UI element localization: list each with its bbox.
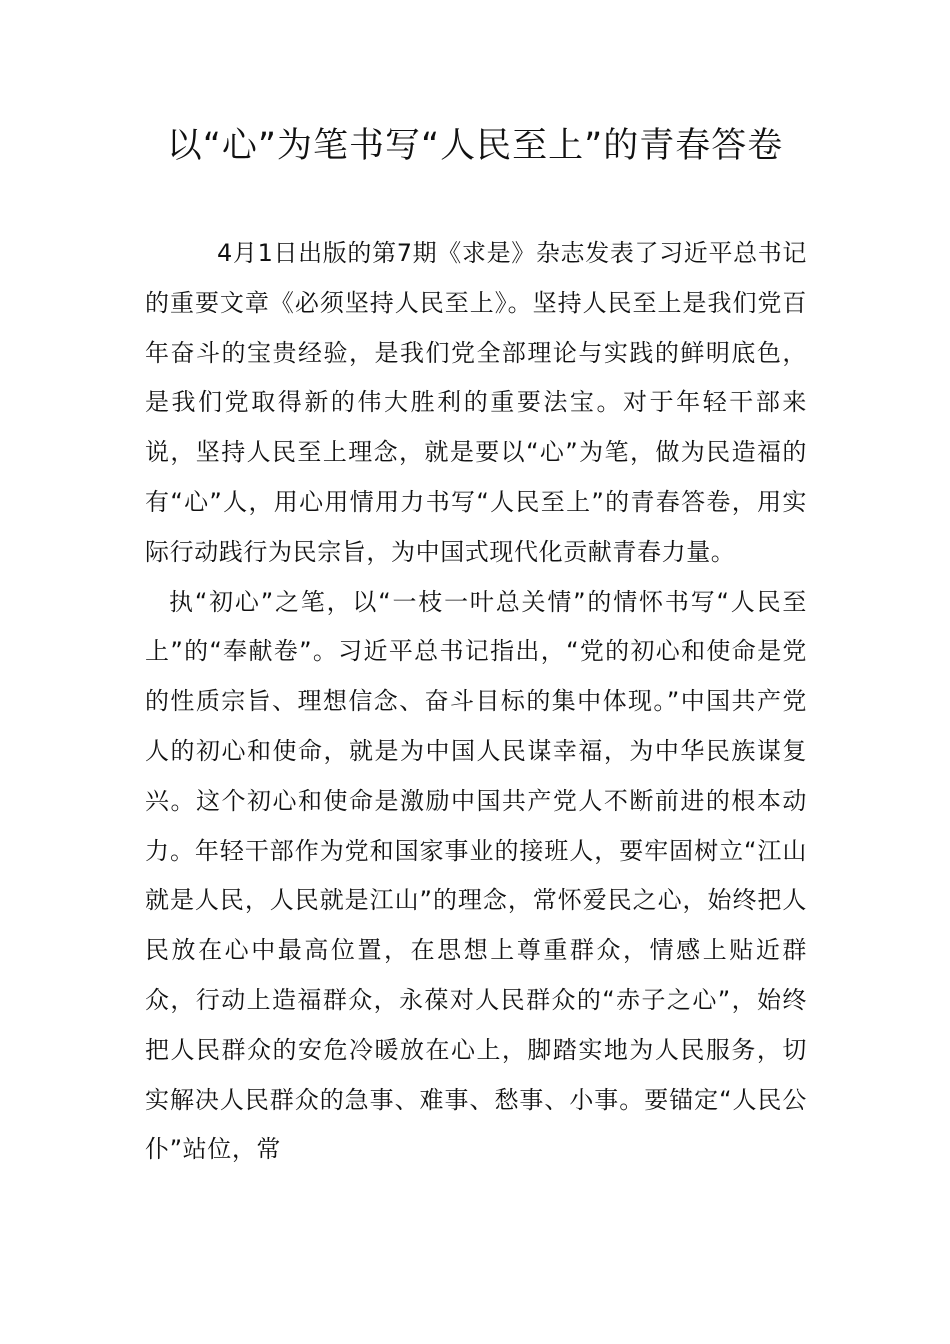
paragraph-original-aspiration: 执“初心”之笔，以“一枝一叶总关情”的情怀书写“人民至上”的“奉献卷”。习近平总书记指出，“党的初心和使命是党的性质宗旨、理想信念、奋斗目标的集中体现。”中国共产党人的初心和使命，就是为中国人民谋幸福，为中华民族谋复兴。这个初心和使命是激励中国共产党人不断前进的根本动力。年轻干部作为党和国家事业的接班人，要牢固树立“江山就是人民，人民就是江山”的理念，常怀爱民之心，始终把人民放在心中最高位置，在思想上尊重群众，情感上贴近群众，行动上造福群众，永葆对人民群众的“赤子之心”，始终把人民群众的安危冷暖放在心上，脚踏实地为人民服务，切实解决人民群众的急事、难事、愁事、小事。要锚定“人民公仆”站位，常: [145, 587, 807, 1164]
paragraph-intro: 4月1日出版的第7期《求是》杂志发表了习近平总书记的重要文章《必须坚持人民至上》。坚持人民至上是我们党百年奋斗的宝贵经验，是我们党全部理论与实践的鲜明底色，是我们党取得新的伟大胜利的重要法宝。对于年轻干部来说，坚持人民至上理念，就是要以“心”为笔，做为民造福的有“心”人，用心用情用力书写“人民至上”的青春答卷，用实际行动践行为民宗旨，为中国式现代化贡献青春力量。: [145, 239, 807, 566]
document-title: 以“心”为笔书写“人民至上”的青春答卷: [166, 126, 784, 166]
document-body: [145, 229, 807, 1175]
